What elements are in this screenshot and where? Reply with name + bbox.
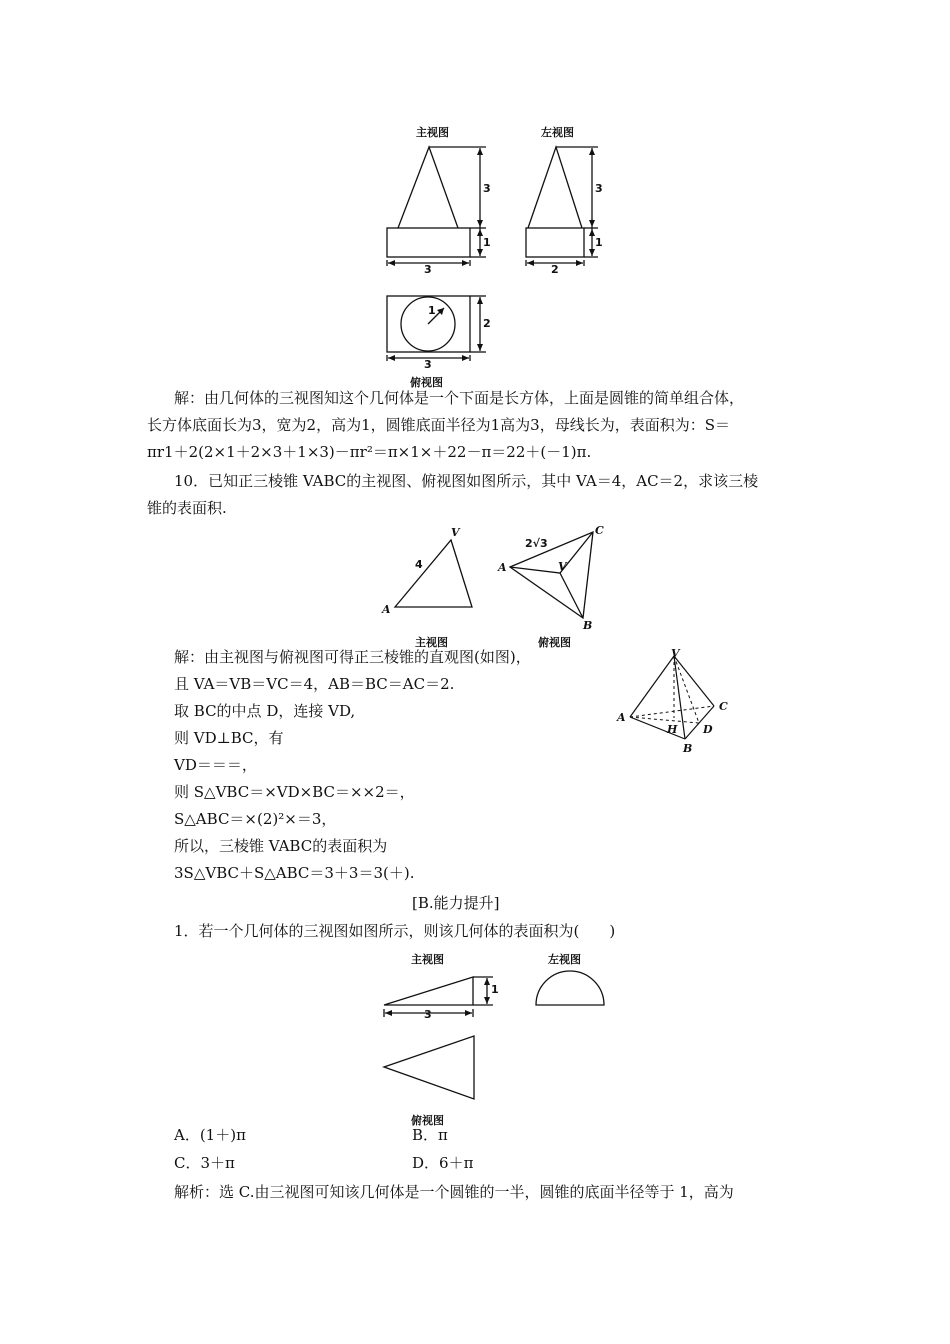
front-width-label: 3 (424, 263, 432, 276)
edge-length-label: 4 (415, 558, 423, 571)
top-vertex-v: V (558, 560, 567, 573)
solution-9-line-2: 长方体底面长为3，宽为2，高为1，圆锥底面半径为1高为3，母线长为，表面积为：S＝ (147, 416, 730, 434)
front-vertex-a: A (382, 603, 391, 616)
persp-vertex-c: C (719, 700, 728, 713)
figure-pyramid-views (375, 520, 615, 650)
solution-10-line-7: S△ABC＝×(2)²×＝3， (174, 810, 337, 828)
top-edge-label: 2√3 (525, 537, 548, 550)
persp-point-d: D (703, 723, 713, 736)
three-views-drawing-2 (376, 945, 616, 1130)
front-cone-height-label: 3 (483, 182, 491, 195)
solution-9-line-1: 解：由几何体的三视图知这个几何体是一个下面是长方体，上面是圆锥的简单组合体， (174, 389, 745, 407)
top-view-title-2: 俯视图 (538, 636, 571, 649)
section-b-heading: [B.能力提升] (412, 894, 500, 912)
analysis-line: 解析：选 C.由三视图可知该几何体是一个圆锥的一半，圆锥的底面半径等于 1，高为 (174, 1183, 734, 1201)
side-view-title-3: 左视图 (548, 953, 581, 966)
half-cone-height-label: 1 (491, 983, 499, 996)
persp-vertex-v: V (671, 647, 680, 660)
option-c[interactable]: C．3＋π (174, 1154, 235, 1172)
half-cone-length-label: 3 (424, 1008, 432, 1021)
solution-9-line-3: πr1＋2(2×1＋2×3＋1×3)－πr²＝π×1×＋22－π＝22＋(－1)π. (147, 443, 592, 461)
front-view-title-3: 主视图 (411, 953, 444, 966)
solution-10-line-9: 3S△VBC＋S△ABC＝3＋3＝3(＋). (174, 864, 415, 882)
question-10-line-2: 锥的表面积. (147, 499, 227, 517)
front-view-title: 主视图 (416, 126, 449, 139)
solution-10-line-8: 所以，三棱锥 VABC的表面积为 (174, 837, 388, 855)
front-view-title-2: 主视图 (415, 636, 448, 649)
solution-10-line-1: 解：由主视图与俯视图可得正三棱锥的直观图(如图)， (174, 648, 531, 666)
solution-10-line-6: 则 S△VBC＝×VD×BC＝××2＝， (174, 783, 415, 801)
side-box-height-label: 1 (595, 236, 603, 249)
question-10-line-1: 10．已知正三棱锥 VABC的主视图、俯视图如图所示，其中 VA＝4，AC＝2，求该三棱 (174, 472, 759, 490)
option-d[interactable]: D．6＋π (412, 1154, 474, 1172)
top-vertex-a: A (498, 561, 507, 574)
top-view-title-3: 俯视图 (411, 1114, 444, 1127)
persp-point-h: H (667, 723, 678, 736)
top-vertex-b: B (583, 619, 593, 632)
three-views-drawing-1 (380, 118, 620, 393)
figure-three-views-1 (380, 118, 620, 393)
top-width-label: 3 (424, 358, 432, 371)
side-width-label: 2 (551, 263, 559, 276)
option-b[interactable]: B．π (412, 1126, 448, 1144)
solution-10-line-4: 则 VD⊥BC，有 (174, 729, 284, 747)
top-depth-label: 2 (483, 317, 491, 330)
front-vertex-v: V (451, 526, 460, 539)
solution-10-line-5: VD＝＝＝， (174, 756, 257, 774)
persp-vertex-b: B (683, 742, 693, 755)
top-vertex-c: C (595, 524, 604, 537)
solution-10-line-3: 取 BC的中点 D，连接 VD, (174, 702, 356, 720)
figure-three-views-2 (376, 945, 616, 1130)
side-view-title: 左视图 (541, 126, 574, 139)
option-a[interactable]: A．(1＋)π (174, 1126, 246, 1144)
radius-label: 1 (428, 304, 436, 317)
pyramid-views-drawing (375, 520, 615, 650)
top-view-title: 俯视图 (410, 376, 443, 389)
persp-vertex-a: A (617, 711, 626, 724)
solution-10-line-2: 且 VA＝VB＝VC＝4，AB＝BC＝AC＝2. (174, 675, 455, 693)
side-cone-height-label: 3 (595, 182, 603, 195)
front-box-height-label: 1 (483, 236, 491, 249)
figure-pyramid-perspective (612, 645, 742, 760)
question-b1: 1．若一个几何体的三视图如图所示，则该几何体的表面积为( ) (174, 922, 616, 940)
